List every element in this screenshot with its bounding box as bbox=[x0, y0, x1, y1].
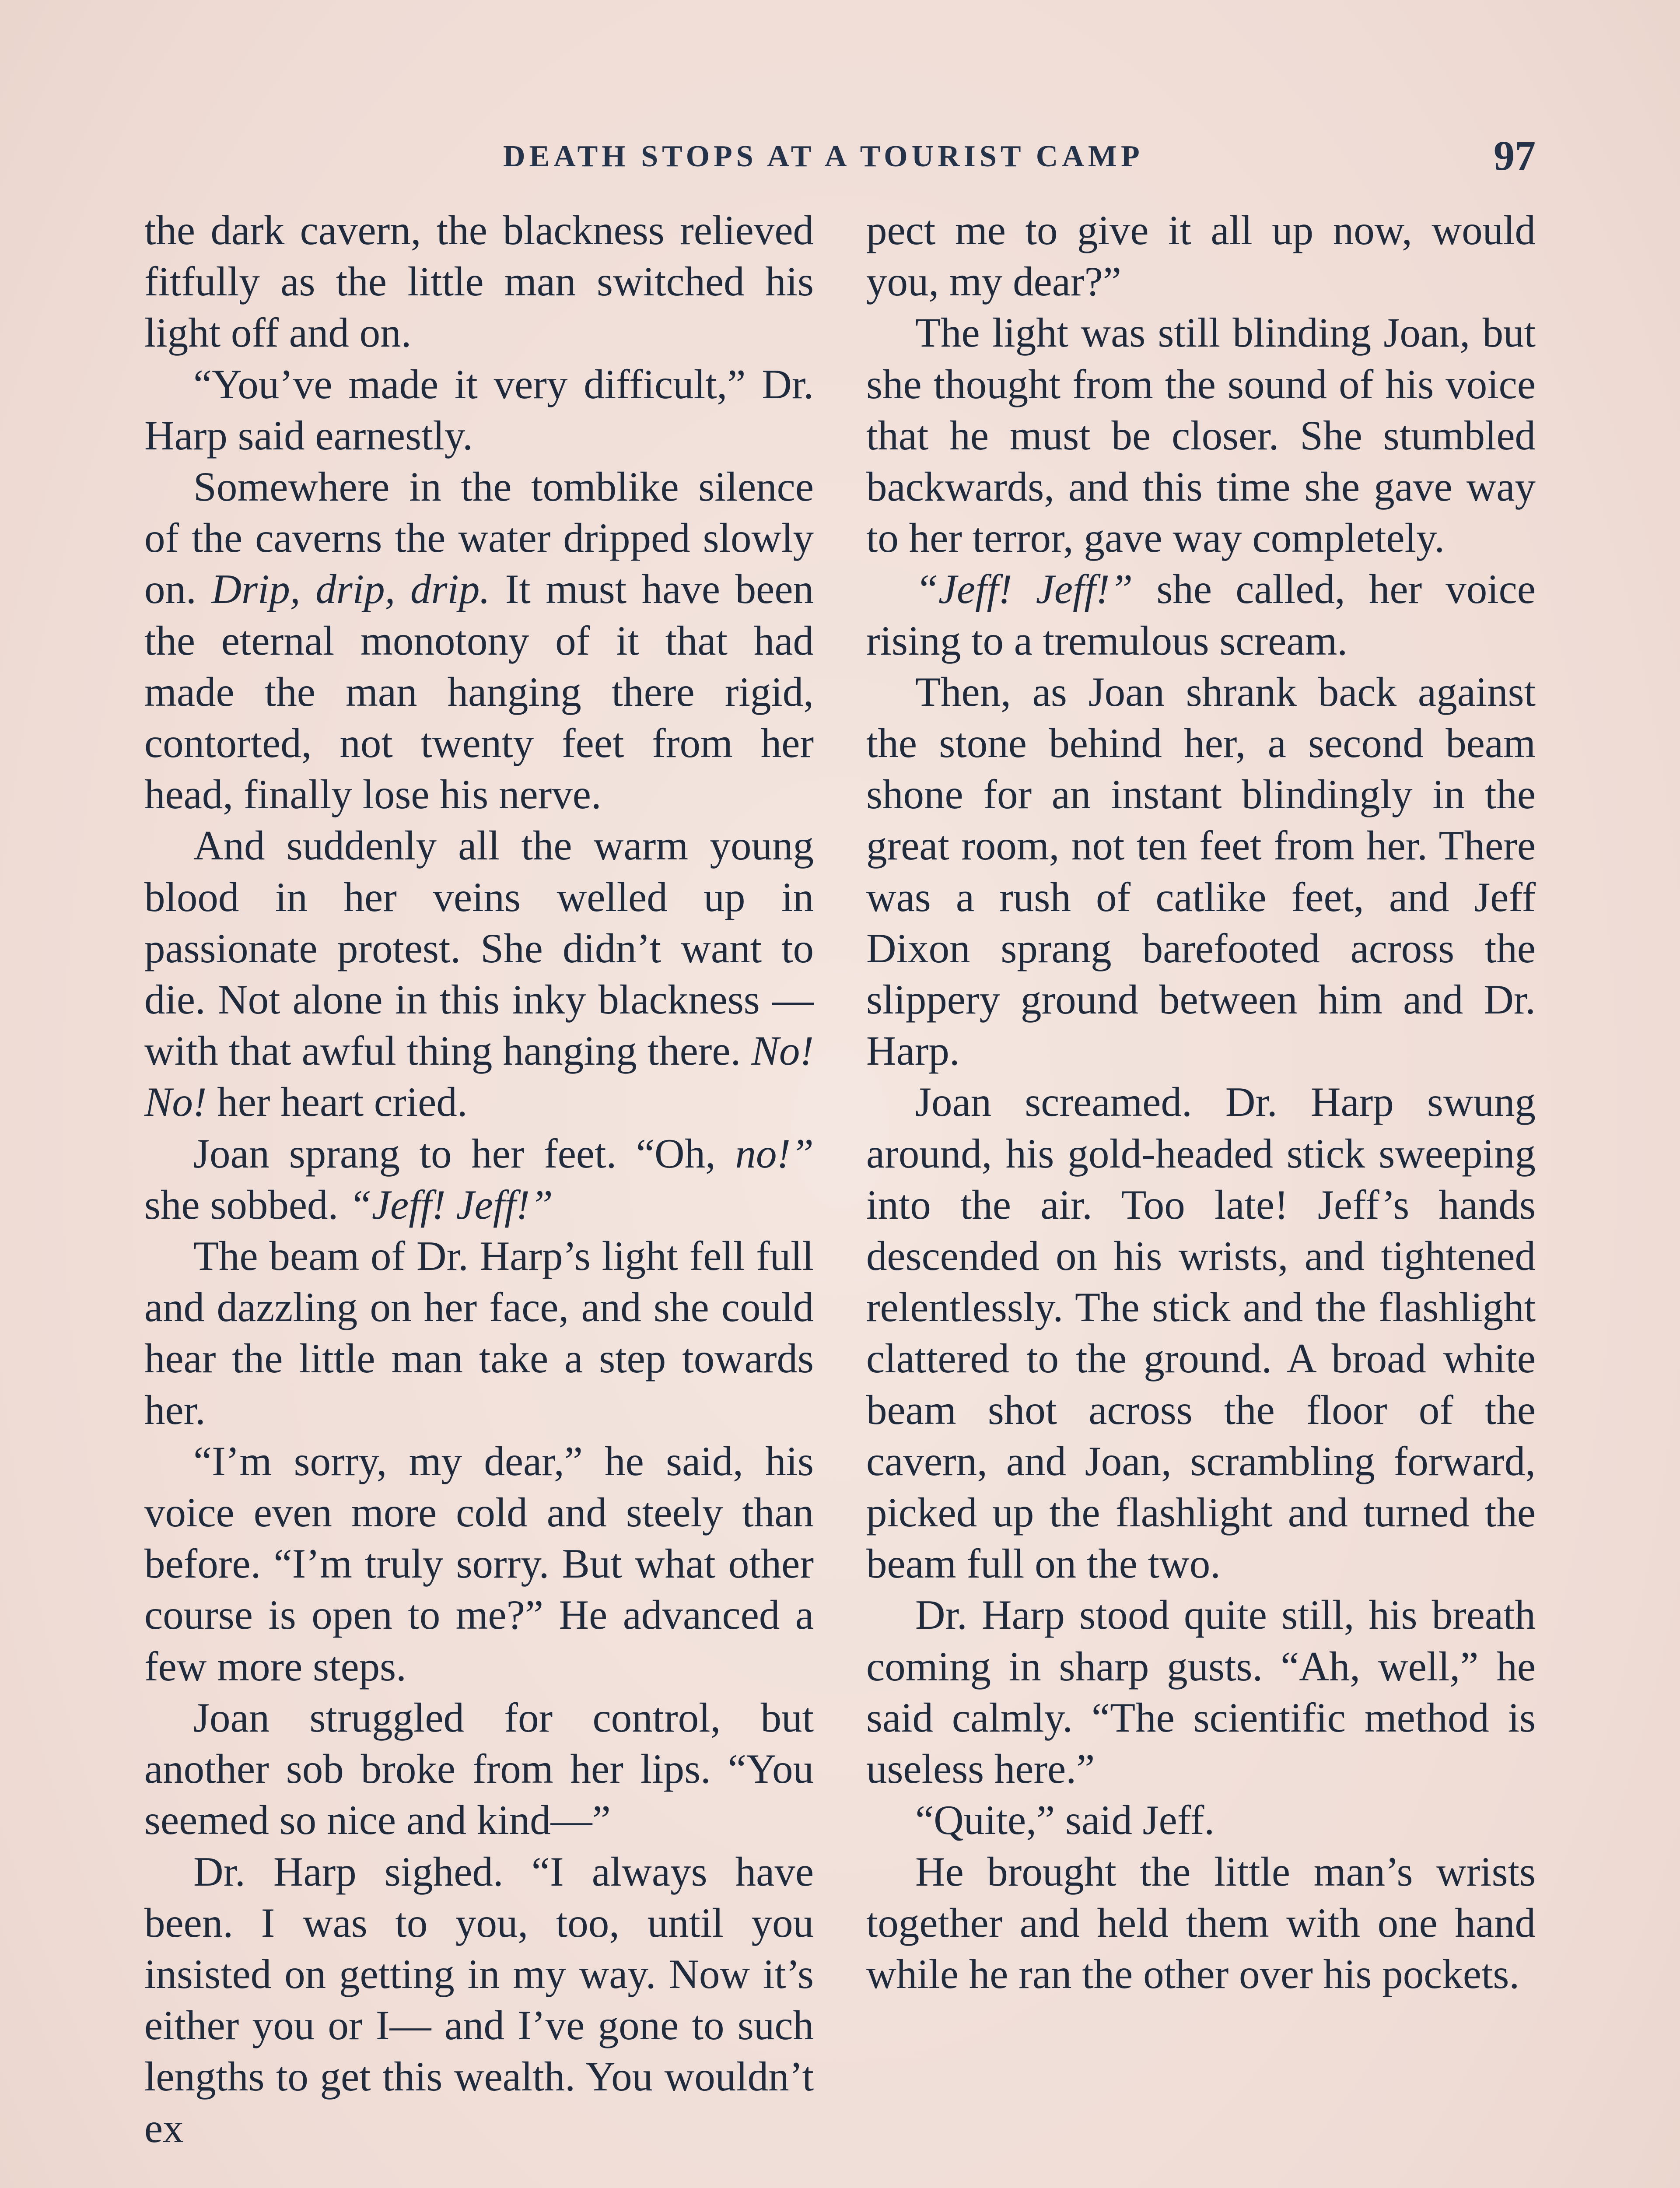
paragraph: “You’ve made it very difficult,” Dr. Harp said earnestly. bbox=[144, 361, 814, 459]
paragraph bbox=[866, 564, 1536, 666]
italic-text: “Jeff! Jeff!” bbox=[915, 566, 1133, 613]
right-column bbox=[866, 205, 1536, 2000]
paragraph: Joan screamed. Dr. Harp swung around, his gold-headed stick sweeping into the air. Too late! Jeff’s hands descended on his wrists, and tightened relentlessly. The stick and the flashlight clattered to the ground. A broad white beam shot across the floor of the cavern, and Joan, scrambling forward, picked up the flashlight and turned the beam full on the two. bbox=[866, 1079, 1536, 1587]
paragraph bbox=[144, 820, 814, 1128]
italic-text: “Jeff! Jeff!” bbox=[349, 1181, 553, 1228]
text-run: she sobbed. bbox=[144, 1181, 349, 1228]
paragraph: The light was still blinding Joan, but she thought from the sound of his voice that he must be closer. She stumbled backwards, and this time she gave way to her terror, gave way completely. bbox=[866, 309, 1536, 561]
paragraph bbox=[144, 1128, 814, 1231]
paragraph: Dr. Harp sighed. “I always have been. I was to you, too, until you insisted on getting in my way. Now it’s either you or I— and I’ve gone to such lengths to get this wealth. You wouldn’t ex bbox=[144, 1848, 814, 2151]
paragraph: the dark cavern, the blackness relieved fitfully as the little man switched his light off and on. bbox=[144, 207, 814, 356]
text-run: she called, her voice rising to a tremulous scream. bbox=[866, 566, 1536, 664]
text-run: And suddenly all the warm young blood in her veins welled up in passionate protest. She didn’t want to die. Not alone in this inky blackness — with that awful thing hanging there. bbox=[144, 822, 814, 1074]
left-column bbox=[144, 205, 814, 2154]
italic-text: no!” bbox=[735, 1130, 814, 1177]
paragraph: “Quite,” said Jeff. bbox=[915, 1797, 1215, 1844]
text-run: Joan sprang to her feet. “Oh, bbox=[193, 1130, 735, 1177]
paragraph bbox=[144, 461, 814, 820]
running-head bbox=[144, 131, 1536, 184]
page-number: 97 bbox=[1494, 132, 1536, 179]
running-title: DEATH STOPS AT A TOURIST CAMP bbox=[503, 140, 1144, 173]
paragraph: pect me to give it all up now, would you, my dear?” bbox=[866, 207, 1536, 305]
italic-text: No! No! bbox=[144, 1027, 814, 1126]
paragraph: “I’m sorry, my dear,” he said, his voice even more cold and steely than before. “I’m truly sorry. But what other course is open to me?” He advanced a few more steps. bbox=[144, 1438, 814, 1690]
text-run: It must have been the eternal monotony of it that had made the man hanging there rigid, contorted, not twenty feet from her head, finally lose his nerve. bbox=[144, 566, 814, 818]
text-run: Somewhere in the tomblike silence of the caverns the water dripped slowly on. bbox=[144, 463, 814, 613]
paragraph: Then, as Joan shrank back against the stone behind her, a second beam shone for an instant blindingly in the great room, not ten feet from her. There was a rush of catlike feet, and Jeff Dixon sprang barefooted across the slippery ground between him and Dr. Harp. bbox=[866, 668, 1536, 1074]
paragraph: Joan struggled for control, but another sob broke from her lips. “You seemed so nice and kind—” bbox=[144, 1694, 814, 1844]
paragraph: Dr. Harp stood quite still, his breath coming in sharp gusts. “Ah, well,” he said calmly. “The scientific method is useless here.” bbox=[866, 1592, 1536, 1792]
paragraph: The beam of Dr. Harp’s light fell full and dazzling on her face, and she could hear the little man take a step towards her. bbox=[144, 1233, 814, 1433]
paragraph: He brought the little man’s wrists together and held them with one hand while he ran the other over his pockets. bbox=[866, 1848, 1536, 1997]
italic-text: Drip, drip, drip. bbox=[211, 566, 490, 613]
text-run: her heart cried. bbox=[206, 1079, 468, 1126]
